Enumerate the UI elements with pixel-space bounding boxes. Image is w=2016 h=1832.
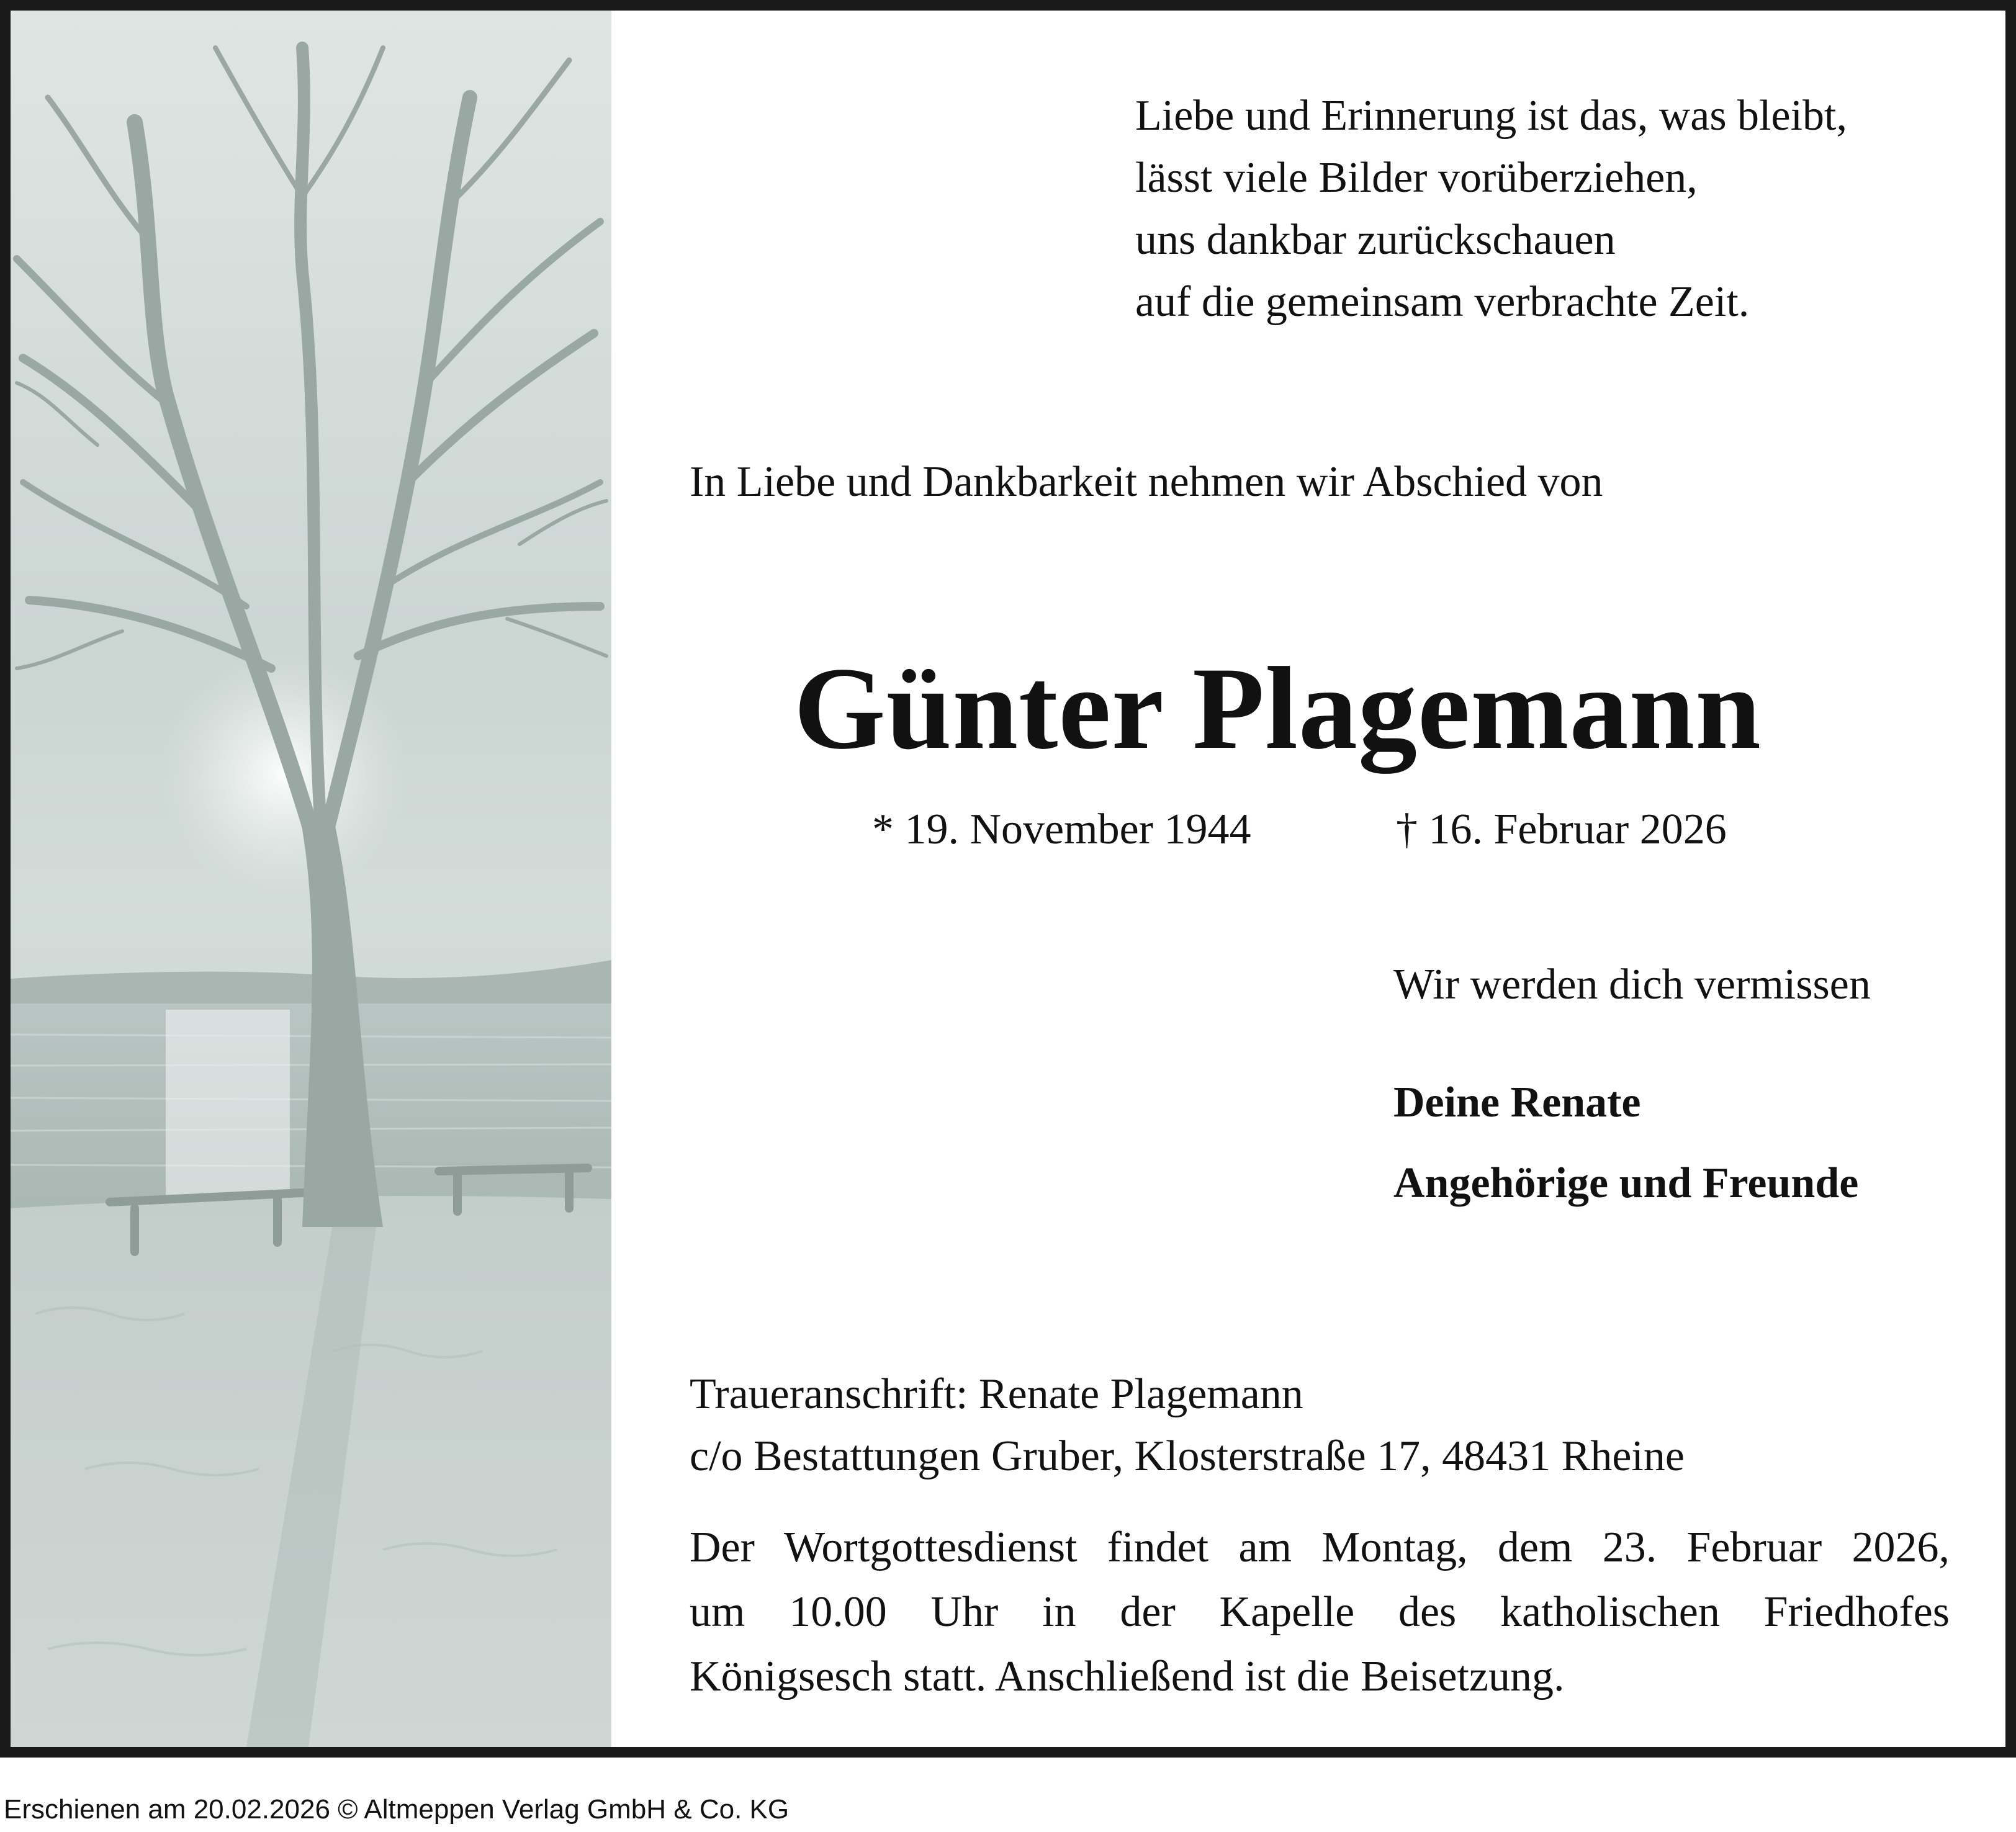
service-line: um 10.00 Uhr in der Kapelle des katholischen Friedhofes — [690, 1588, 1950, 1636]
tree-lake-illustration — [11, 11, 611, 1747]
service-line: Königsesch statt. Anschließend ist die Beisetzung. — [690, 1653, 1565, 1700]
memorial-poem — [1135, 85, 1847, 333]
service-line: Der Wortgottesdienst findet am Montag, dem 23. Februar 2026, — [690, 1524, 1950, 1571]
tree-lake-photo — [11, 11, 611, 1747]
address-line: Traueranschrift: Renate Plagemann — [690, 1370, 1303, 1418]
farewell-intro: In Liebe und Dankbarkeit nehmen wir Abschied von — [690, 458, 1603, 506]
closing-line: Wir werden dich vermissen — [1393, 961, 1871, 1008]
address-line: c/o Bestattungen Gruber, Klosterstraße 17, 48431 Rheine — [690, 1432, 1685, 1480]
poem-line: Liebe und Erinnerung ist das, was bleibt, — [1135, 92, 1847, 140]
deceased-name: Günter Plagemann — [794, 644, 1762, 774]
death-date: † 16. Februar 2026 — [1396, 806, 1727, 853]
service-details — [690, 1515, 1950, 1709]
birth-date: * 19. November 1944 — [872, 806, 1251, 853]
signer: Deine Renate — [1393, 1079, 1641, 1126]
poem-line: uns dankbar zurückschauen — [1135, 216, 1616, 264]
poem-line: lässt viele Bilder vorüberziehen, — [1135, 154, 1698, 202]
poem-line: auf die gemeinsam verbrachte Zeit. — [1135, 278, 1750, 326]
publication-footer: Erschienen am 20.02.2026 © Altmeppen Verlag GmbH & Co. KG — [4, 1794, 790, 1825]
mourning-address — [690, 1363, 1685, 1488]
signer: Angehörige und Freunde — [1393, 1159, 1859, 1207]
